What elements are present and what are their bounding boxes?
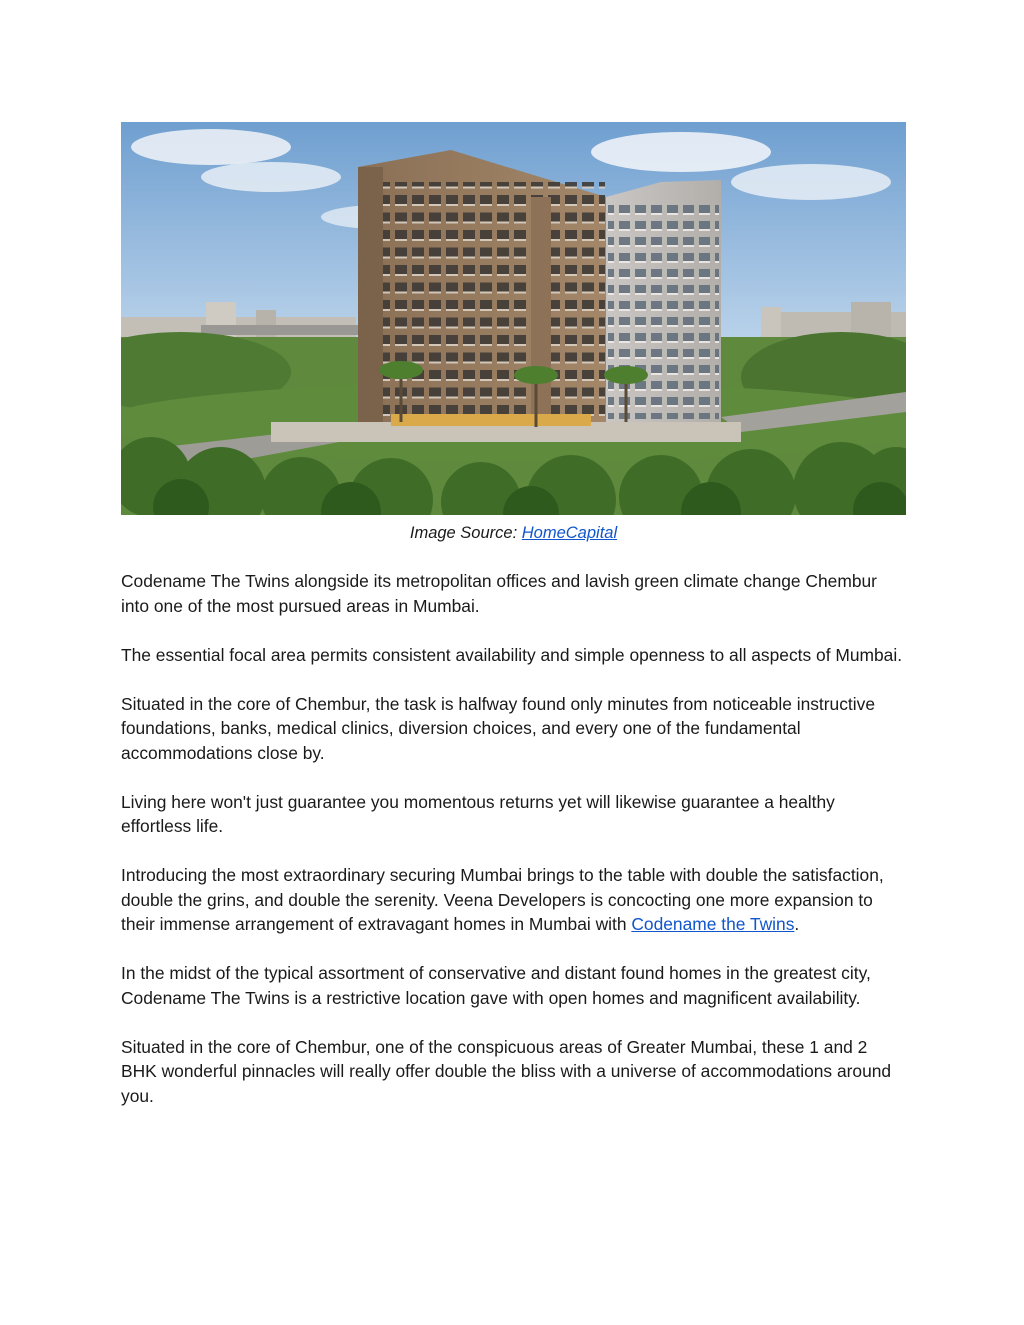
paragraph: The essential focal area permits consistent availability and simple openness to all aspects of Mumbai. bbox=[121, 644, 903, 665]
paragraph-text: Introducing the most extraordinary securing Mumbai brings to the table with double the satisfaction, double the grins, and double the serenity. Veena Developers is concocting one more expansion to their immense arrangement of extravagant homes in Mumbai with bbox=[121, 865, 884, 934]
paragraph: Situated in the core of Chembur, one of the conspicuous areas of Greater Mumbai, these 1 and 2 BHK wonderful pinnacles will really offer double the bliss with a universe of accommodations around you. bbox=[121, 1036, 892, 1106]
paragraph: In the midst of the typical assortment of conservative and distant found homes in the greatest city, Codename The Twins is a restrictive location gave with open homes and magnificent availability. bbox=[121, 963, 871, 1008]
paragraph-suffix: . bbox=[794, 914, 800, 934]
paragraph: Living here won't just guarantee you momentous returns yet will likewise guarantee a healthy effortless life. bbox=[121, 791, 835, 836]
document-page bbox=[121, 122, 906, 1133]
paragraph: Codename The Twins alongside its metropolitan offices and lavish green climate change Chembur into one of the most pursued areas in Mumbai. bbox=[121, 571, 877, 616]
caption-prefix: Image Source: bbox=[409, 524, 522, 542]
paragraph-with-link bbox=[121, 863, 906, 937]
image-caption bbox=[121, 523, 906, 543]
article-body bbox=[121, 569, 906, 1108]
codename-the-twins-link[interactable]: Codename the Twins bbox=[631, 914, 795, 934]
image-source-link[interactable]: HomeCapital bbox=[521, 524, 618, 542]
paragraph: Situated in the core of Chembur, the task is halfway found only minutes from noticeable instructive foundations, banks, medical clinics, diversion choices, and every one of the fundamental accommodations close by. bbox=[121, 693, 875, 763]
hero-image bbox=[121, 122, 906, 515]
